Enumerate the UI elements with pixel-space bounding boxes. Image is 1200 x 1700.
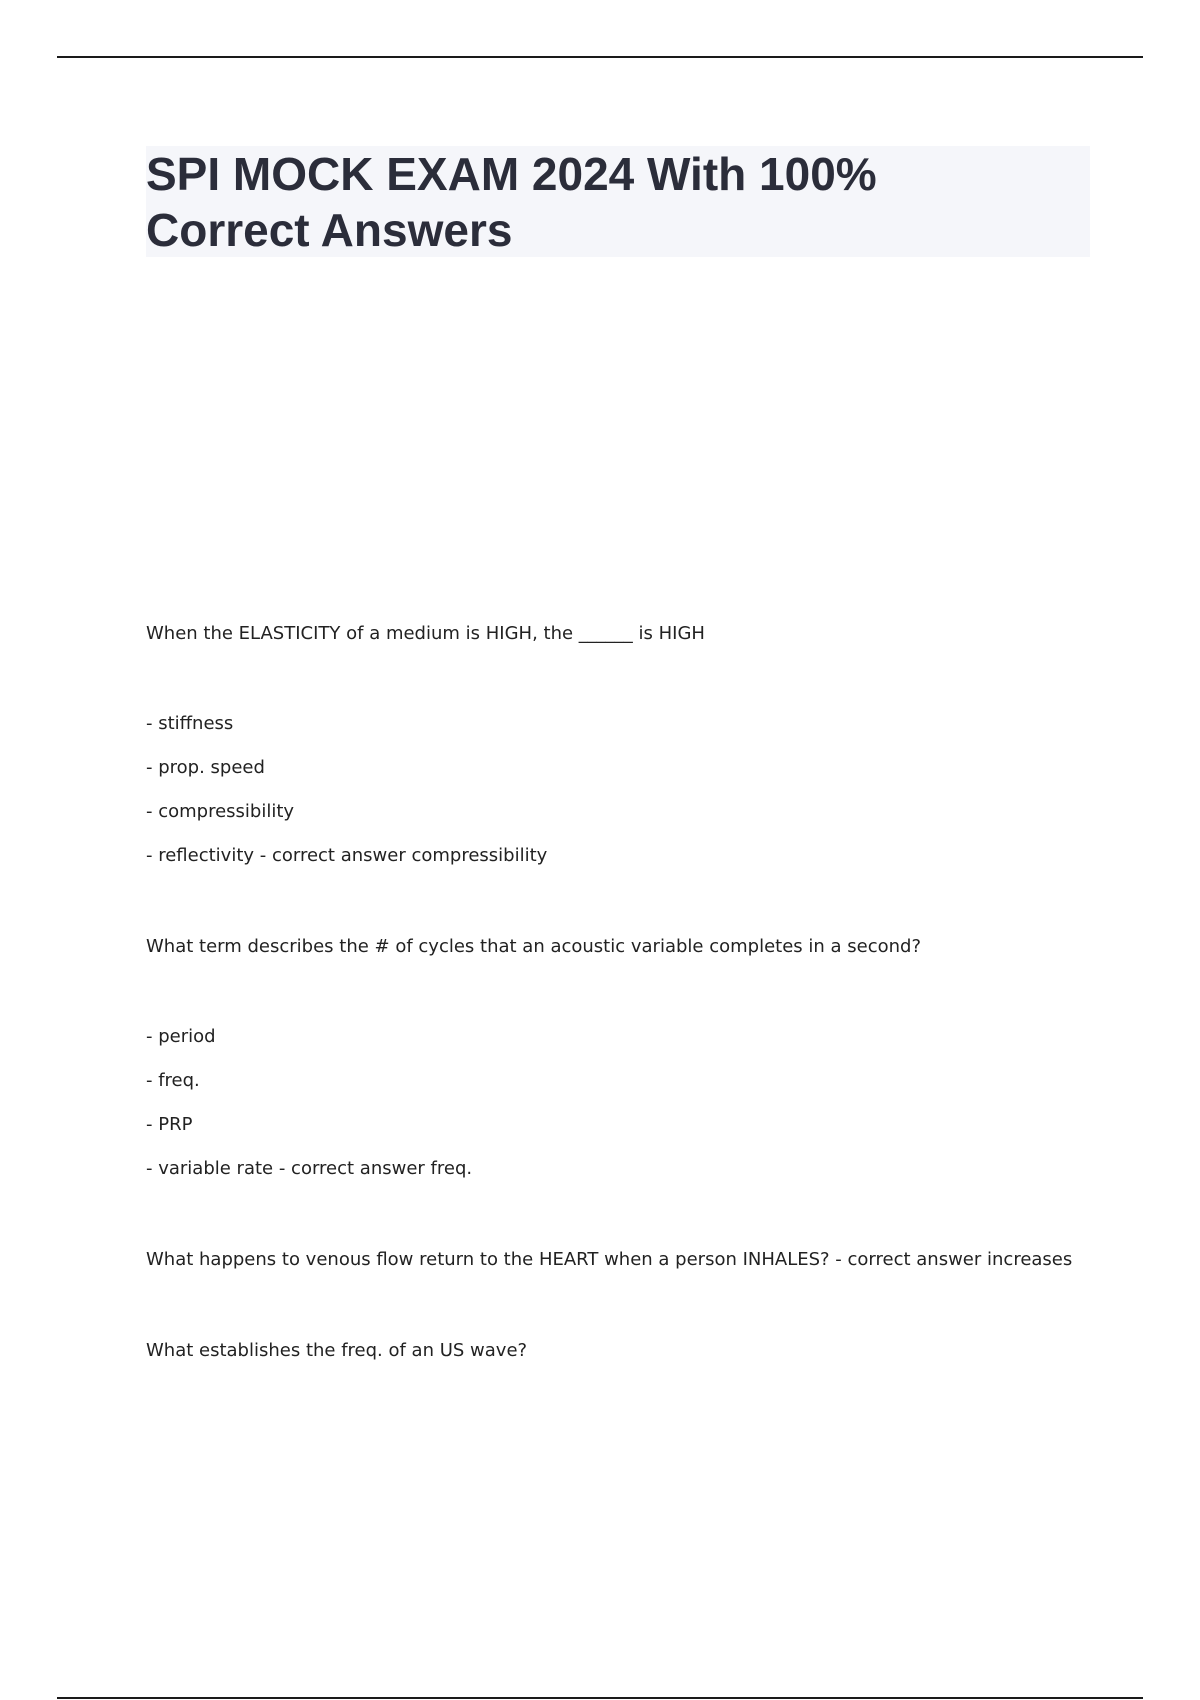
question-item (146, 1337, 1106, 1364)
question-text: What establishes the freq. of an US wave? (146, 1340, 528, 1361)
title-block (146, 146, 1090, 257)
question-text: What happens to venous flow return to the HEART when a person INHALES? - correct answer increases (146, 1249, 1073, 1270)
option-text: - freq. (146, 1070, 200, 1091)
bottom-rule (57, 1697, 1143, 1699)
question-text: When the ELASTICITY of a medium is HIGH, the ______ is HIGH (146, 623, 705, 644)
title-line-2: Correct Answers (146, 204, 513, 256)
top-rule (57, 56, 1143, 58)
title-line-1: SPI MOCK EXAM 2024 With 100% (146, 148, 877, 200)
option-text: - period (146, 1026, 216, 1047)
question-text: What term describes the # of cycles that an acoustic variable completes in a second? (146, 936, 922, 957)
option-answer-text: - variable rate - correct answer freq. (146, 1158, 473, 1179)
page-title (146, 146, 877, 258)
question-item (146, 620, 1106, 869)
question-item (146, 1246, 1106, 1273)
question-list (146, 620, 1106, 1364)
option-text: - stiffness (146, 713, 234, 734)
option-answer-text: - reflectivity - correct answer compressibility (146, 845, 548, 866)
option-text: - prop. speed (146, 757, 265, 778)
option-text: - PRP (146, 1114, 193, 1135)
question-item (146, 933, 1106, 1182)
option-text: - compressibility (146, 801, 295, 822)
